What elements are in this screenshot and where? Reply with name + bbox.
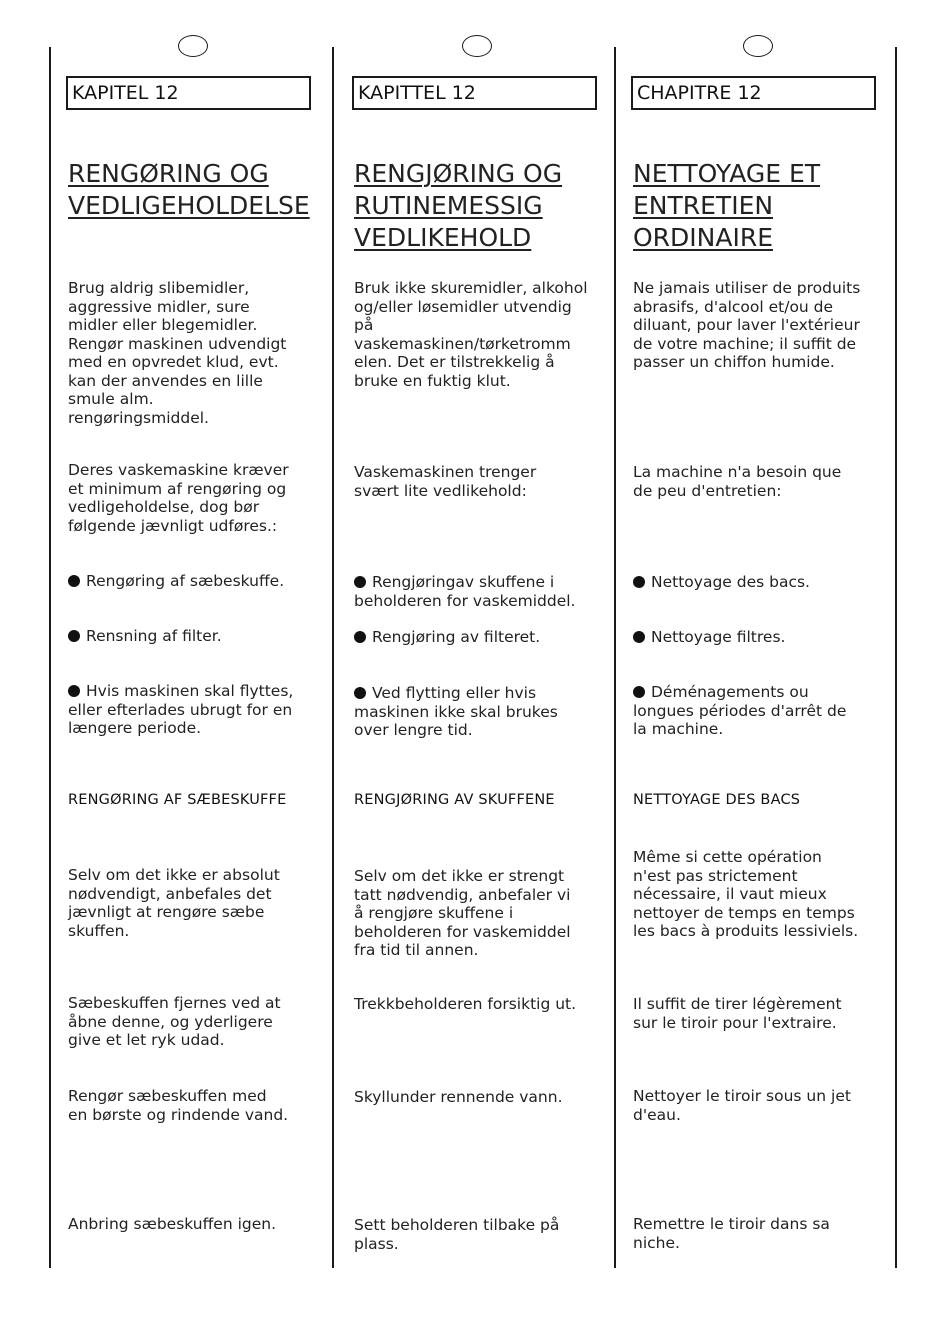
paragraph-maintenance: Deres vaskemaskine kræver et minimum af rengøring og vedligeholdelse, dog bør følgende jævnligt udføres.: xyxy=(68,461,289,535)
paragraph-drawer-refit: Anbring sæbeskuffen igen. xyxy=(68,1215,277,1233)
bullet-item: Rengøring af sæbeskuffe. xyxy=(68,572,284,591)
bullet-icon xyxy=(354,687,366,699)
bullet-item: Déménagements ou longues périodes d'arrêt de la machine. xyxy=(633,683,847,738)
column-divider-left xyxy=(49,47,51,1268)
bullet-item: Nettoyage des bacs. xyxy=(633,573,810,592)
paragraph-drawer-refit: Sett beholderen tilbake på plass. xyxy=(354,1216,560,1253)
bullet-icon xyxy=(633,631,645,643)
column-divider-right xyxy=(895,47,897,1268)
bullet-item: Nettoyage filtres. xyxy=(633,628,785,647)
paragraph-drawer-remove: Sæbeskuffen fjernes ved at åbne denne, og yderligere give et let ryk udad. xyxy=(68,994,281,1049)
section-title: RENGJØRING OG RUTINEMESSIG VEDLIKEHOLD xyxy=(354,159,563,252)
subsection-heading: RENGJØRING AV SKUFFENE xyxy=(354,792,555,808)
bullet-item: Hvis maskinen skal flyttes, eller efterlades ubrugt for en længere periode. xyxy=(68,682,294,737)
bullet-icon xyxy=(633,576,645,588)
language-oval-icon xyxy=(462,35,492,57)
language-oval-icon xyxy=(743,35,773,57)
paragraph-intro: Brug aldrig slibemidler, aggressive midler, sure midler eller blegemidler. Rengør maskinen udvendigt med en opvredet klud, evt. kan der anvendes en lille smule alm. rengøringsmiddel. xyxy=(68,279,287,427)
paragraph-maintenance: Vaskemaskinen trenger svært lite vedlikehold: xyxy=(354,463,537,500)
bullet-item: Rengjøring av filteret. xyxy=(354,628,540,647)
bullet-icon xyxy=(68,685,80,697)
column-divider xyxy=(332,47,334,1268)
bullet-item: Ved flytting eller hvis maskinen ikke skal brukes over lengre tid. xyxy=(354,684,558,739)
column-divider xyxy=(614,47,616,1268)
section-title: RENGØRING OG VEDLIGEHOLDELSE xyxy=(68,159,310,220)
section-title: NETTOYAGE ET ENTRETIEN ORDINAIRE xyxy=(633,159,821,252)
paragraph-drawer-cleaning: Selv om det ikke er absolut nødvendigt, anbefales det jævnligt at rengøre sæbe skuffen. xyxy=(68,866,280,940)
chapter-heading: CHAPITRE 12 xyxy=(631,76,876,110)
bullet-item: Rensning af filter. xyxy=(68,627,222,646)
bullet-icon xyxy=(633,686,645,698)
paragraph-drawer-refit: Remettre le tiroir dans sa niche. xyxy=(633,1215,830,1252)
paragraph-maintenance: La machine n'a besoin que de peu d'entretien: xyxy=(633,463,842,500)
paragraph-drawer-cleaning: Selv om det ikke er strengt tatt nødvendig, anbefaler vi å rengjøre skuffene i beholderen for vaskemiddel fra tid til annen. xyxy=(354,867,571,959)
bullet-icon xyxy=(354,576,366,588)
paragraph-drawer-rinse: Skyllunder rennende vann. xyxy=(354,1088,563,1106)
paragraph-drawer-cleaning: Même si cette opération n'est pas strictement nécessaire, il vaut mieux nettoyer de temps en temps les bacs à produits lessiviels. xyxy=(633,848,859,940)
language-oval-icon xyxy=(178,35,208,57)
bullet-icon xyxy=(68,575,80,587)
chapter-heading: KAPITTEL 12 xyxy=(352,76,597,110)
subsection-heading: RENGØRING AF SÆBESKUFFE xyxy=(68,792,287,808)
bullet-icon xyxy=(354,631,366,643)
subsection-heading: NETTOYAGE DES BACS xyxy=(633,792,801,808)
paragraph-drawer-remove: Trekkbeholderen forsiktig ut. xyxy=(354,995,577,1013)
paragraph-drawer-rinse: Rengør sæbeskuffen med en børste og rindende vand. xyxy=(68,1087,289,1124)
paragraph-drawer-rinse: Nettoyer le tiroir sous un jet d'eau. xyxy=(633,1087,851,1124)
bullet-icon xyxy=(68,630,80,642)
paragraph-intro: Bruk ikke skuremidler, alkohol og/eller løsemidler utvendig på vaskemaskinen/tørketromm elen. Det er tilstrekkelig å bruke en fuktig klut. xyxy=(354,279,588,390)
chapter-heading: KAPITEL 12 xyxy=(66,76,311,110)
bullet-item: Rengjøringav skuffene i beholderen for vaskemiddel. xyxy=(354,573,576,610)
paragraph-drawer-remove: Il suffit de tirer légèrement sur le tiroir pour l'extraire. xyxy=(633,995,842,1032)
paragraph-intro: Ne jamais utiliser de produits abrasifs, d'alcool et/ou de diluant, pour laver l'extérieur de votre machine; il suffit de passer un chiffon humide. xyxy=(633,279,861,371)
